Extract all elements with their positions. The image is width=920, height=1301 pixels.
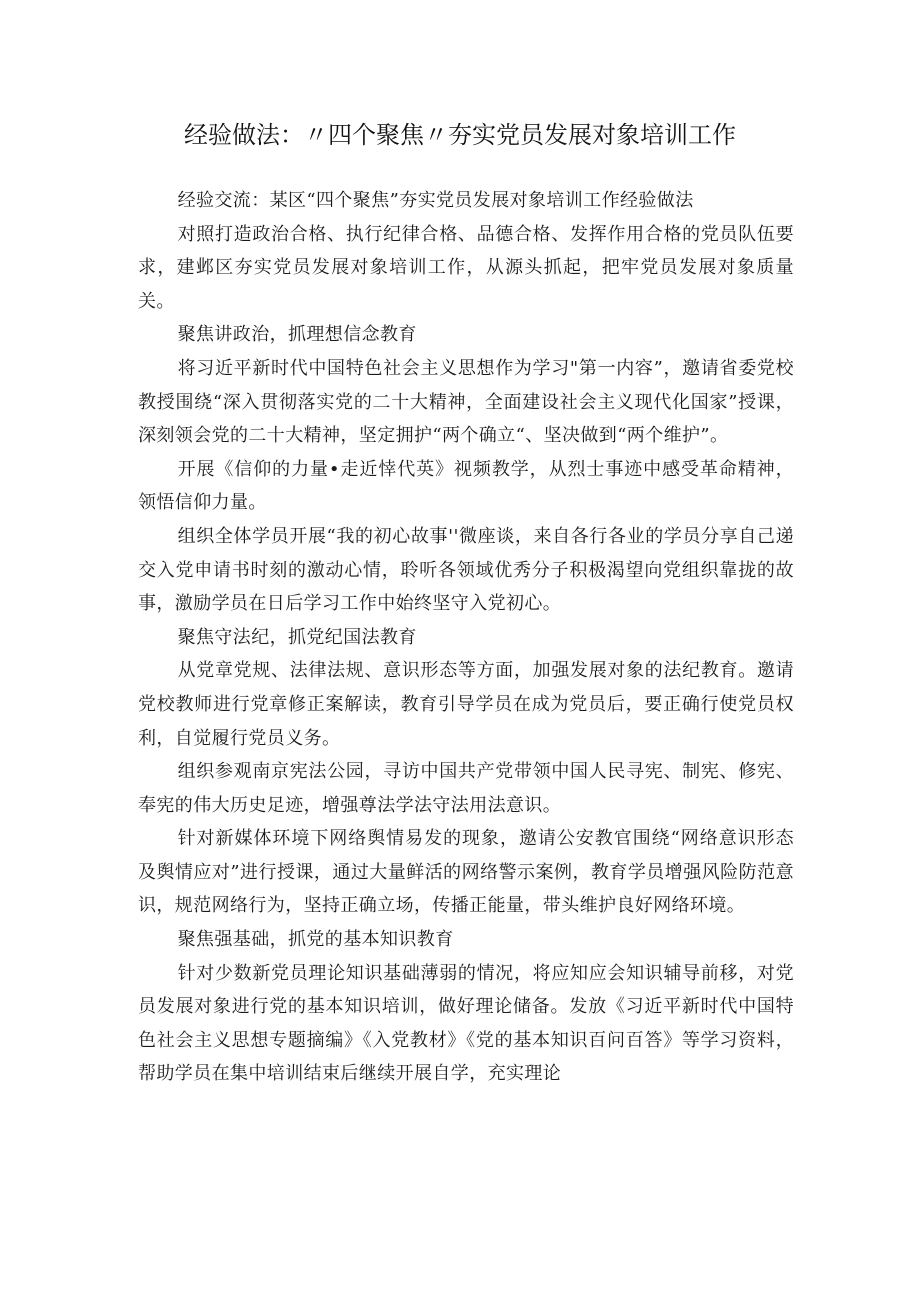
document-subtitle: 经验交流：某区“四个聚焦”夯实党员发展对象培训工作经验做法: [177, 190, 694, 211]
paragraph: 开展《信仰的力量•走近悻代英》视频教学，从烈士事迹中感受革命精神，领悟信仰力量。: [138, 458, 794, 514]
section-heading: 聚焦讲政治，抓理想信念教育: [177, 324, 417, 346]
paragraph: 将习近平新时代中国特色社会主义思想作为学习"第一内容”，邀请省委党校教授围绕“深入贯彻落实党的二十大精神，全面建设社会主义现代化国家”授课，深刻领会党的二十大精神，坚定拥护“两个确立“、坚决做到“两个维护”。: [138, 357, 794, 447]
paragraph: 对照打造政治合格、执行纪律合格、品德合格、发挥作用合格的党员队伍要求，建邺区夯实党员发展对象培训工作，从源头抓起，把牢党员发展对象质量关。: [138, 223, 794, 312]
paragraph: 从党章党规、法律法规、意识形态等方面，加强发展对象的法纪教育。邀请党校教师进行党章修正案解读，教育引导学员在成为党员后，要正确行使党员权利，自觉履行党员义务。: [138, 660, 794, 749]
paragraph: 针对新媒体环境下网络舆情易发的现象，邀请公安教官围绕“网络意识形态及舆情应对”进行授课，通过大量鲜活的网络警示案例，教育学员增强风险防范意识，规范网络行为，坚持正确立场，传播正能量，带头维护良好网络环境。: [138, 828, 794, 917]
paragraph: 组织参观南京宪法公园，寻访中国共产党带领中国人民寻宪、制宪、修宪、奉宪的伟大历史足迹，增强尊法学法守法用法意识。: [138, 761, 794, 816]
document-title: 经验做法：〃四个聚焦〃夯实党员发展对象培训工作: [184, 121, 736, 149]
section-heading: 聚焦守法纪，抓党纪国法教育: [177, 626, 417, 648]
paragraph: 组织全体学员开展“我的初心故事''微座谈，来自各行各业的学员分享自己递交入党申请书时刻的激动心情，聆听各领域优秀分子积极渴望向党组织靠拢的故事，激励学员在日后学习工作中始终坚守入党初心。: [138, 525, 794, 615]
paragraph: 针对少数新党员理论知识基础薄弱的情况，将应知应会知识辅导前移，对党员发展对象进行党的基本知识培训，做好理论储备。发放《习近平新时代中国特色社会主义思想专题摘编》《入党教材》《党的基本知识百问百答》等学习资料，帮助学员在集中培训结束后继续开展自学，充实理论: [138, 962, 794, 1085]
document-body: [138, 184, 794, 1091]
section-heading: 聚焦强基础，抓党的基本知识教育: [177, 929, 454, 951]
